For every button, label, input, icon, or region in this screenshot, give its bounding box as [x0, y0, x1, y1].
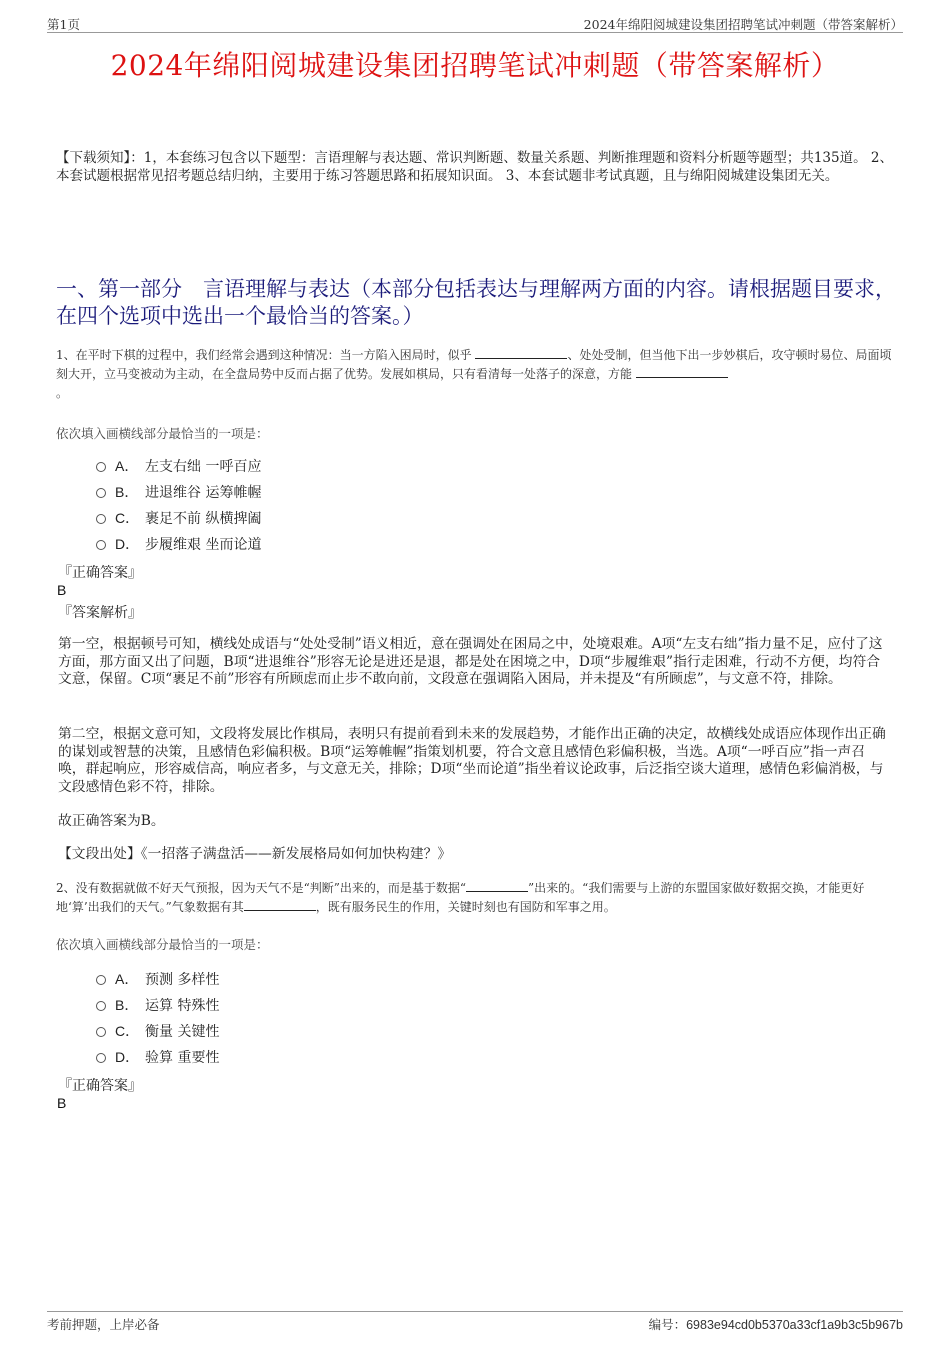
- radio-icon[interactable]: [96, 488, 106, 498]
- q1-blank-1: [475, 346, 567, 359]
- q2-blank-2: [244, 898, 316, 911]
- radio-icon[interactable]: [96, 1001, 106, 1011]
- q1-text-b: 、处处受制，但当他下出一步妙棋后，攻守顿时易位、局面顷刻大开，立马变被动为主动，在全盘局势中反而占据了优势。发展如棋局，只有看清每一处落子的深意，方能: [56, 348, 892, 381]
- q1-source: 【文段出处】《一招落子满盘活——新发展格局如何加快构建？》: [58, 846, 452, 862]
- footer-code: 编号：6983e94cd0b5370a33cf1a9b3c5b967b: [648, 1317, 903, 1332]
- q2-blank-1: [466, 879, 528, 892]
- q2-option-a[interactable]: A． 预测 多样性: [96, 969, 219, 989]
- page-footer: [47, 1311, 903, 1330]
- download-notice: 【下载须知】：1，本套练习包含以下题型：言语理解与表达题、常识判断题、数量关系题、判断推理题和资料分析题等题型；共135道。 2、本套试题根据常见招考题总结归纳，主要用于练习答题思路和拓展知识面。 3、本套试题非考试真题，且与绵阳阅城建设集团无关。: [56, 150, 893, 184]
- q2-prompt: 依次填入画横线部分最恰当的一项是：: [56, 937, 269, 952]
- q1-analysis-label: 『答案解析』: [58, 605, 142, 621]
- q2-text-b: ”出来的。“我们需要与上游的东盟国家做好数据交换，才能更好地‘算’出我们的天气。”气象数据有其: [56, 881, 865, 914]
- q1-option-b[interactable]: B． 进退维谷 运筹帷幄: [96, 482, 261, 502]
- document-title: 2024年绵阳阅城建设集团招聘笔试冲刺题（带答案解析）: [110, 49, 840, 82]
- q2-option-d[interactable]: D． 验算 重要性: [96, 1047, 219, 1067]
- q2-option-c[interactable]: C． 衡量 关键性: [96, 1021, 219, 1041]
- q1-blank-2: [636, 365, 728, 378]
- q1-answer-label: 『正确答案』: [58, 565, 142, 581]
- q2-answer-label: 『正确答案』: [58, 1078, 142, 1094]
- section-heading: 一、第一部分 言语理解与表达（本部分包括表达与理解两方面的内容。请根据题目要求，在四个选项中选出一个最恰当的答案。）: [56, 277, 896, 328]
- q1-text-c: 。: [56, 386, 69, 400]
- q1-option-d[interactable]: D． 步履维艰 坐而论道: [96, 534, 261, 554]
- radio-icon[interactable]: [96, 1027, 106, 1037]
- page-header: [47, 14, 903, 33]
- radio-icon[interactable]: [96, 1053, 106, 1063]
- radio-icon[interactable]: [96, 540, 106, 550]
- q1-analysis-3: 故正确答案为B。: [58, 813, 165, 829]
- page-number: 第1页: [47, 17, 80, 32]
- q1-text-a: 1、在平时下棋的过程中，我们经常会遇到这种情况：当一方陷入困局时，似乎: [56, 348, 472, 362]
- question-2-stem: [56, 879, 892, 917]
- q1-analysis-2: 第二空，根据文意可知，文段将发展比作棋局，表明只有提前看到未来的发展趋势，才能作出正确的决定，故横线处成语应体现作出正确的谋划或智慧的决策，且感情色彩偏积极。B项“运筹帷幄”指策划机要，符合文意且感情色彩偏积极，当选。A项“一呼百应”指一声召唤，群起响应，形容威信高，响应者多，与文意无关，排除；D项“坐而论道”指坐着议论政事，后泛指空谈大道理，感情色彩偏消极，与文段感情色彩不符，排除。: [58, 726, 886, 795]
- radio-icon[interactable]: [96, 462, 106, 472]
- q2-text-c: ，既有服务民生的作用，关键时刻也有国防和军事之用。: [315, 900, 616, 914]
- q2-answer: B: [57, 1095, 67, 1111]
- radio-icon[interactable]: [96, 975, 106, 985]
- q1-analysis-1: 第一空，根据顿号可知，横线处成语与“处处受制”语义相近，意在强调处在困局之中，处境艰难。A项“左支右绌”指力量不足，应付了这方面，那方面又出了问题，B项“进退维谷”形容无论是进还是退，都是处在困境之中，D项“步履维艰”指行走困难，行动不方便，均符合文意，保留。C项“裹足不前”形容有所顾虑而止步不敢向前，文段意在强调陷入困局，并未提及“有所顾虑”，与文意不符，排除。: [58, 636, 883, 688]
- q1-answer: B: [57, 582, 67, 598]
- q2-text-a: 2、没有数据就做不好天气预报，因为天气不是“判断”出来的，而是基于数据“: [56, 881, 467, 895]
- q1-option-a[interactable]: A． 左支右绌 一呼百应: [96, 456, 261, 476]
- question-1-stem: [56, 346, 892, 403]
- radio-icon[interactable]: [96, 514, 106, 524]
- q1-prompt: 依次填入画横线部分最恰当的一项是：: [56, 426, 269, 441]
- q2-option-b[interactable]: B． 运算 特殊性: [96, 995, 219, 1015]
- footer-slogan: 考前押题，上岸必备: [47, 1317, 160, 1332]
- q1-option-c[interactable]: C． 裹足不前 纵横捭阖: [96, 508, 261, 528]
- header-doc-title: 2024年绵阳阅城建设集团招聘笔试冲刺题（带答案解析）: [583, 17, 903, 32]
